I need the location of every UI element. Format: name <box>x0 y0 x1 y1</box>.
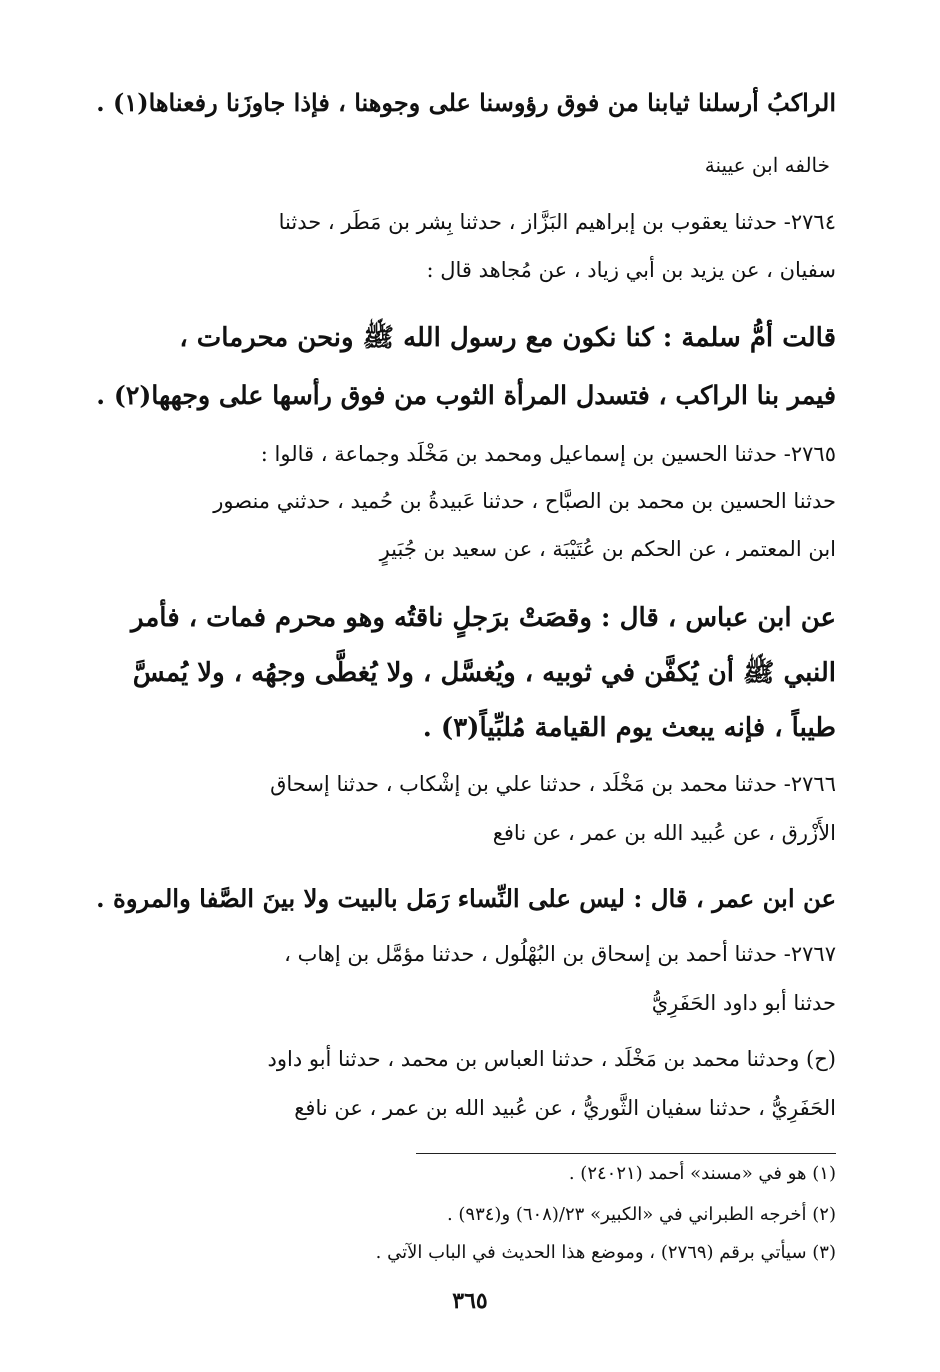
hadith-chain-line: ٢٧٦٧- حدثنا أحمد بن إسحاق بن البُهْلُول ، حدثنا مؤمَّل بن إهاب ، <box>284 942 836 966</box>
hadith-chain-line: ابن المعتمر ، عن الحكم بن عُتَيْبَة ، عن سعيد بن جُبَيرٍ <box>379 537 836 561</box>
hadith-text-line: عن ابن عباس ، قال : وقصَتْ برَجلٍ ناقتُه وهو محرم فمات ، فأمر <box>131 603 836 633</box>
hadith-text-line: عن ابن عمر ، قال : ليس على النِّساء رَمَل بالبيت ولا بينَ الصَّفا والمروة . <box>96 884 836 913</box>
hadith-chain-line: ٢٧٦٤- حدثنا يعقوب بن إبراهيم البَزَّاز ، حدثنا بِشر بن مَطَر ، حدثنا <box>278 210 836 234</box>
chapter-note: خالفه ابن عيينة <box>704 153 830 177</box>
hadith-text-line: قالت أمُّ سلمة : كنا نكون مع رسول الله ﷺ ونحن محرمات ، <box>179 323 836 353</box>
hadith-chain-line: (ح) وحدثنا محمد بن مَخْلَد ، حدثنا العباس بن محمد ، حدثنا أبو داود <box>267 1047 836 1071</box>
hadith-chain-line: حدثنا الحسين بن محمد بن الصبَّاح ، حدثنا عَبيدةُ بن حُميد ، حدثني منصور <box>213 489 836 513</box>
hadith-chain-line: ٢٧٦٦- حدثنا محمد بن مَخْلَد ، حدثنا علي بن إشْكاب ، حدثنا إسحاق <box>270 772 836 796</box>
footnote: (٣) سيأتي برقم (٢٧٦٩) ، وموضع هذا الحديث في الباب الآتي . <box>375 1242 836 1263</box>
hadith-chain-line: الأَزْرق ، عن عُبيد الله بن عمر ، عن نافع <box>492 821 836 845</box>
hadith-text-line: طيباً ، فإنه يبعث يوم القيامة مُلبِّياً(٣) . <box>422 713 836 743</box>
hadith-chain-line: الحَفَرِيُّ ، حدثنا سفيان الثَّوريُّ ، عن عُبيد الله بن عمر ، عن نافع <box>294 1096 836 1120</box>
footnote: (٢) أخرجه الطبراني في «الكبير» ٢٣/(٦٠٨) و(٩٣٤) . <box>446 1204 836 1225</box>
text-line: الراكبُ أرسلنا ثيابنا من فوق رؤوسنا على وجوهنا ، فإذا جاوزَنا رفعناها(١) . <box>96 88 836 117</box>
hadith-text-line: فيمر بنا الراكب ، فتسدل المرأة الثوب من فوق رأسها على وجهها(٢) . <box>96 380 836 410</box>
hadith-chain-line: حدثنا أبو داود الحَفَرِيُّ <box>651 991 836 1015</box>
page-number: ٣٦٥ <box>452 1288 488 1314</box>
footnote-divider <box>416 1153 836 1154</box>
hadith-chain-line: ٢٧٦٥- حدثنا الحسين بن إسماعيل ومحمد بن مَخْلَد وجماعة ، قالوا : <box>260 442 836 466</box>
footnote: (١) هو في «مسند» أحمد (٢٤٠٢١) . <box>568 1163 836 1184</box>
hadith-text-line: النبي ﷺ أن يُكفَّن في ثوبيه ، ويُغسَّل ، ولا يُغطَّى وجهُه ، ولا يُمسَّ <box>132 658 836 688</box>
hadith-chain-line: سفيان ، عن يزيد بن أبي زياد ، عن مُجاهد قال : <box>426 258 836 282</box>
